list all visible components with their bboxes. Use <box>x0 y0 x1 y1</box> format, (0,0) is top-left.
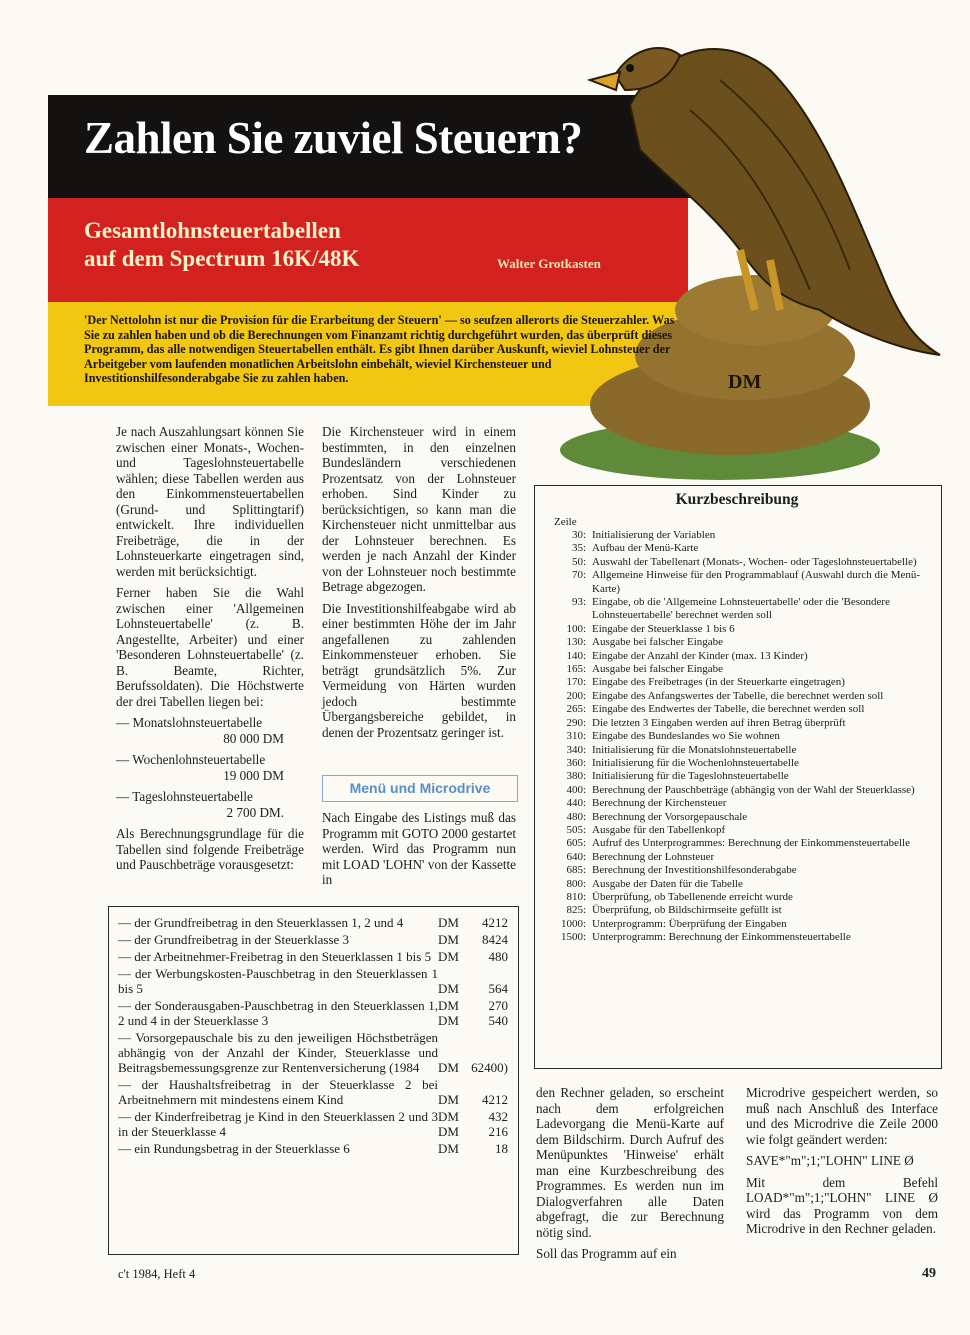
freibetrag-amounts <box>438 1109 508 1139</box>
col2-paragraph-2: Die Investitionshilfeabgabe wird ab einer bestimmten Höhe der im Jahr angefallenen zu zahlenden Einkommensteuer erhoben. Sie beträgt grundsätzlich 5%. Zur Vermeidung von Härten wurden jedoch bestimmte Übergangsbereiche gebildet, in denen der Prozentsatz geringer ist. <box>322 600 516 740</box>
kurz-row-number: 1000: <box>560 917 586 930</box>
page-title: Zahlen Sie zuviel Steuern? <box>84 113 583 163</box>
freibetrag-text: — der Haushaltsfreibetrag in der Steuerklasse 2 bei Arbeitnehmern mit mindestens einem Kind <box>118 1077 438 1107</box>
freibetrag-amount <box>438 1060 508 1075</box>
kurz-row-number: 1500: <box>560 931 586 944</box>
kurz-row <box>540 811 935 824</box>
author: Walter Grotkasten <box>497 256 601 271</box>
kurz-row-number: 825: <box>566 904 586 917</box>
kurz-row-number: 505: <box>566 823 586 836</box>
freibetrag-amounts <box>438 966 508 996</box>
kurz-row-text: Eingabe des Anfangswertes der Tabelle, die berechnet werden soll <box>592 689 884 702</box>
kurz-row-number: 200: <box>566 689 586 702</box>
freibetrag-text: — der Grundfreibetrag in der Steuerklasse 3 <box>118 932 350 947</box>
kurz-row-number: 480: <box>566 810 586 823</box>
amount-value: 4212 <box>482 915 508 930</box>
kurz-row-number: 290: <box>566 716 586 729</box>
kurz-row-text: Eingabe, ob die 'Allgemeine Lohnsteuertabelle' oder die 'Besondere Lohnsteuertabelle' berechnet werden soll <box>592 596 890 622</box>
freibetrag-amount <box>438 998 508 1013</box>
freibetrag-amount <box>438 932 508 947</box>
column-4 <box>746 1085 938 1243</box>
col3-paragraph-2: Soll das Programm auf ein <box>536 1246 677 1261</box>
freibetrag-text: — Vorsorgepauschale bis zu den jeweiligen Höchstbeträgen abhängig von der Anzahl der Kinder, Steuerklasse und Beitragsbemessungsgrenze zur Rentenversicherung (1984 <box>118 1030 438 1075</box>
freibetrag-amounts <box>438 998 508 1028</box>
currency-label: DM <box>438 1124 459 1139</box>
page-number: 49 <box>922 1266 936 1281</box>
amount-value: 8424 <box>482 932 508 947</box>
kurz-row <box>540 891 935 904</box>
currency-label: DM <box>438 1092 459 1107</box>
kurz-row <box>540 878 935 891</box>
kurz-row <box>540 717 935 730</box>
kurz-row-number: 265: <box>566 703 586 716</box>
kurz-row <box>540 904 935 917</box>
amount-value: 4212 <box>482 1092 508 1107</box>
kurz-row-number: 810: <box>566 890 586 903</box>
freibetrag-amounts <box>438 932 508 947</box>
kurz-row-text: Überprüfung, ob Tabellenende erreicht wurde <box>592 890 793 903</box>
subheadline: Gesamtlohnsteuertabellen auf dem Spectrum 16K/48K <box>84 218 360 271</box>
eagle-illustration <box>520 10 960 480</box>
freibetrag-amount <box>438 1013 508 1028</box>
column-1 <box>116 424 304 879</box>
kurz-row <box>540 851 935 864</box>
col1-paragraph-1: Je nach Auszahlungsart können Sie zwischen einer Monats-, Wochen- und Tageslohnsteuertabelle wählen; diese Tabellen werden aus den Einkommensteuertabellen (Grund- und Splittingtarif) entwickelt. Ihre individuellen Freibeträge, die in der Lohnsteuerkarte eingetragen sind, werden mit berücksichtigt. <box>116 424 304 579</box>
intro-text: 'Der Nettolohn ist nur die Provision für die Erarbeitung der Steuern' — so seufzen allerorts die Steuerzahler. Was Sie zu zahlen haben und ob die Berechnungen vom Finanzamt richtig durchgeführt wurden, das überprüft dieses Programm, das alle notwendigen Steuertabellen enthält. Es gibt Ihnen darüber Auskunft, wieviel Lohnsteuer der Arbeitgeber vom laufenden monatlichen Arbeitslohn einbehält, wieviel Kirchensteuer und Investitionshilfesonderabgabe Sie zu zahlen haben. <box>84 313 675 386</box>
kurz-row-text: Eingabe des Bundeslandes wo Sie wohnen <box>592 730 780 743</box>
kurz-row <box>540 730 935 743</box>
kurz-row-number: 93: <box>571 596 586 609</box>
kurz-row-number: 30: <box>571 529 586 541</box>
freibetrag-text: — der Grundfreibetrag in den Steuerklassen 1, 2 und 4 <box>118 915 404 930</box>
amount-value: 540 <box>488 1013 508 1028</box>
kurz-row-text: Ausgabe der Daten für die Tabelle <box>592 877 743 890</box>
eagle-dm-label: DM <box>728 371 762 393</box>
freibetrag-amounts <box>438 1077 508 1107</box>
kurz-row <box>540 650 935 663</box>
freibetrag-row <box>118 1141 508 1156</box>
freibetrag-amounts <box>438 949 508 964</box>
freibetrag-text: — der Sonderausgaben-Pauschbetrag in den Steuerklassen 1, 2 und 4 in der Steuerklasse 3 <box>118 998 438 1028</box>
kurz-row-text: Berechnung der Vorsorgepauschale <box>592 810 748 823</box>
kurz-row-text: Eingabe des Freibetrages (in der Steuerkarte eingetragen) <box>592 676 845 689</box>
kurz-row-number: 440: <box>566 797 586 810</box>
kurz-row-text: Eingabe der Anzahl der Kinder (max. 13 Kinder) <box>592 649 808 662</box>
col1-item-2: — Wochenlohnsteuertabelle 19 000 DM <box>116 752 284 783</box>
freibetrag-row <box>118 1077 508 1107</box>
freibetrag-text: — ein Rundungsbetrag in der Steuerklasse 6 <box>118 1141 350 1156</box>
kurz-row <box>540 663 935 676</box>
kurz-row-text: Berechnung der Pauschbeträge (abhängig von der Wahl der Steuerklasse) <box>592 783 915 796</box>
kurzbeschreibung-title: Kurzbeschreibung <box>675 491 799 508</box>
column-2-continued <box>322 810 516 894</box>
kurz-row-number: 605: <box>566 837 586 850</box>
freibetrag-text: — der Arbeitnehmer-Freibetrag in den Steuerklassen 1 bis 5 <box>118 949 432 964</box>
currency-label: DM <box>438 949 459 964</box>
amount-value: 270 <box>488 998 508 1013</box>
kurz-row-text: Unterprogramm: Berechnung der Einkommensteuertabelle <box>592 931 851 944</box>
col1-paragraph-3: Als Berechnungsgrundlage für die Tabellen sind folgende Freibeträge und Pauschbeträge vorausgesetzt: <box>116 826 304 872</box>
kurz-row <box>540 636 935 649</box>
kurz-row-text: Berechnung der Investitionshilfesonderabgabe <box>592 864 797 877</box>
kurz-row <box>540 596 935 623</box>
kurz-row <box>540 864 935 877</box>
amount-value: 216 <box>488 1124 508 1139</box>
kurz-row-number: 800: <box>566 877 586 890</box>
kurz-row <box>540 690 935 703</box>
kurz-row <box>540 703 935 716</box>
currency-label: DM <box>438 932 459 947</box>
freibetrag-row <box>118 949 508 964</box>
freibetraege-list <box>118 915 508 1158</box>
kurz-row-text: Eingabe des Endwertes der Tabelle, die berechnet werden soll <box>592 703 865 716</box>
kurz-row-text: Unterprogramm: Überprüfung der Eingaben <box>592 917 787 930</box>
kurz-row-text: Initialisierung für die Wochenlohnsteuertabelle <box>592 756 799 769</box>
freibetrag-amount <box>438 915 508 930</box>
kurz-row-text: Initialisierung der Variablen <box>592 529 716 541</box>
currency-label: DM <box>438 998 459 1013</box>
kurz-row <box>540 744 935 757</box>
kurz-row <box>540 676 935 689</box>
col4-paragraph-1: Microdrive gespeichert werden, so muß nach Anschluß des Interface und des Microdrive die Zeile 2000 wie folgt geändert werden: <box>746 1085 938 1147</box>
kurz-row <box>540 931 935 944</box>
currency-label: DM <box>438 981 459 996</box>
kurz-row-number: 140: <box>566 649 586 662</box>
col1-paragraph-2: Ferner haben Sie die Wahl zwischen einer 'Allgemeinen Lohnsteuertabelle' (z. B. Angestellte, Arbeiter) und einer 'Besonderen Lohnsteuertabelle' (z. B. Beamte, Richter, Berufssoldaten). Die Höchstwerte der drei Tabellen liegen bei: <box>116 585 304 709</box>
kurz-row-number: 50: <box>571 555 586 568</box>
amount-value: 432 <box>488 1109 508 1124</box>
kurz-row-number: 340: <box>566 743 586 756</box>
freibetrag-row <box>118 1109 508 1139</box>
kurz-row <box>540 542 935 555</box>
kurz-row <box>540 556 935 569</box>
kurz-row-text: Ausgabe bei falscher Eingabe <box>592 636 724 649</box>
kurz-row-text: Aufbau der Menü-Karte <box>592 542 699 555</box>
kurz-row-number: 380: <box>566 770 586 783</box>
issue-footer: c't 1984, Heft 4 <box>118 1267 196 1281</box>
freibetrag-text: — der Werbungskosten-Pauschbetrag in den Steuerklassen 1 bis 5 <box>118 966 438 996</box>
kurz-row-text: Überprüfung, ob Bildschirmseite gefüllt ist <box>592 904 782 917</box>
col3-paragraph-1: den Rechner geladen, so erscheint nach dem erfolgreichen Ladevorgang die Menü-Karte auf dem Bildschirm. Durch Aufruf des Menüpunktes 'Hinweise' erhält man eine Kurzbeschreibung des Programmes. Es werden nun im Dialogverfahren alle Daten abgefragt, die zur Berechnung nötig sind. <box>536 1085 724 1240</box>
freibetrag-row <box>118 1030 508 1075</box>
freibetrag-amounts <box>438 915 508 930</box>
kurz-row-number: 685: <box>566 864 586 877</box>
column-3 <box>536 1085 724 1268</box>
kurz-row-text: Berechnung der Lohnsteuer <box>592 850 715 863</box>
kurz-row <box>540 770 935 783</box>
kurz-row-number: 400: <box>566 783 586 796</box>
freibetrag-amount <box>438 949 508 964</box>
kurz-row <box>540 529 935 542</box>
col2-paragraph-3: Nach Eingabe des Listings muß das Programm mit GOTO 2000 gestartet werden. Wird das Programm nun mit LOAD 'LOHN' von der Kassette in <box>322 810 516 887</box>
kurzbeschreibung-list <box>540 529 935 945</box>
freibetrag-amount <box>438 1124 508 1139</box>
freibetrag-amount <box>438 1092 508 1107</box>
kurz-row <box>540 824 935 837</box>
kurz-row-number: 360: <box>566 756 586 769</box>
kurz-row-number: 100: <box>566 622 586 635</box>
freibetrag-row <box>118 932 508 947</box>
freibetrag-amount <box>438 1109 508 1124</box>
kurz-row-number: 35: <box>571 542 586 555</box>
freibetrag-amount <box>438 1141 508 1156</box>
currency-label: DM <box>438 1141 459 1156</box>
kurz-row-text: Initialisierung für die Tageslohnsteuertabelle <box>592 770 789 783</box>
kurz-row <box>540 784 935 797</box>
freibetrag-text: — der Kinderfreibetrag je Kind in den Steuerklassen 2 und 3 in der Steuerklasse 4 <box>118 1109 438 1139</box>
kurz-row-number: 640: <box>566 850 586 863</box>
col1-item-1: — Monatslohnsteuertabelle 80 000 DM <box>116 715 284 746</box>
currency-label: DM <box>438 1013 459 1028</box>
currency-label: DM <box>438 915 459 930</box>
col2-paragraph-1: Die Kirchensteuer wird in einem bestimmten, in den einzelnen Bundesländern verschiedenen Prozentsatz von der Lohnsteuer erhoben. Sind Kinder zu berücksichtigen, so kann man die Kirchensteuer nicht unmittelbar aus der Lohnsteuer berechnen. Es werden je nach Anzahl der Kinder von der Lohnsteuer noch bestimmte Betrage abgezogen. <box>322 424 516 594</box>
kurz-row <box>540 797 935 810</box>
kurz-row <box>540 623 935 636</box>
freibetrag-amounts <box>438 1030 508 1075</box>
amount-value: 18 <box>495 1141 508 1156</box>
kurz-row-text: Eingabe der Steuerklasse 1 bis 6 <box>592 622 735 635</box>
kurz-row-number: 165: <box>566 663 586 676</box>
currency-label: DM <box>438 1109 459 1124</box>
kurz-row-text: Initialisierung für die Monatslohnsteuertabelle <box>592 743 797 756</box>
kurz-row-text: Auswahl der Tabellenart (Monats-, Wochen- oder Tageslohnsteuertabelle) <box>592 555 917 568</box>
kurz-row-text: Allgemeine Hinweise für den Programmablauf (Auswahl durch die Menü-Karte) <box>592 569 921 595</box>
freibetrag-row <box>118 998 508 1028</box>
kurz-row-text: Berechnung der Kirchensteuer <box>592 797 727 810</box>
section-heading-box <box>322 775 518 802</box>
kurz-row <box>540 757 935 770</box>
freibetrag-amounts <box>438 1141 508 1156</box>
kurz-row <box>540 918 935 931</box>
kurz-row <box>540 837 935 850</box>
amount-value: 480 <box>488 949 508 964</box>
kurz-row-text: Ausgabe bei falscher Eingabe <box>592 663 724 676</box>
col4-code: SAVE*"m";1;"LOHN" LINE Ø <box>746 1153 914 1168</box>
kurz-row-text: Aufruf des Unterprogrammes: Berechnung der Einkommensteuertabelle <box>592 837 910 850</box>
freibetrag-row <box>118 966 508 996</box>
col4-paragraph-2: Mit dem Befehl LOAD*"m";1;"LOHN" LINE Ø wird das Programm von dem Microdrive in den Rechner geladen. <box>746 1174 938 1236</box>
kurz-row-number: 130: <box>566 636 586 649</box>
amount-value: 62400) <box>471 1060 508 1075</box>
kurz-row-number: 310: <box>566 730 586 743</box>
freibetrag-amount <box>438 981 508 996</box>
kurz-row-text: Die letzten 3 Eingaben werden auf ihren Betrag überprüft <box>592 716 846 729</box>
freibetrag-row <box>118 915 508 930</box>
col1-item-3: — Tageslohnsteuertabelle 2 700 DM. <box>116 789 284 820</box>
kurz-row-number: 70: <box>571 569 586 582</box>
column-2 <box>322 424 516 746</box>
kurz-row-text: Ausgabe für den Tabellenkopf <box>592 823 726 836</box>
currency-label: DM <box>438 1060 459 1075</box>
zeile-label: Zeile <box>554 516 577 528</box>
section-heading: Menü und Microdrive <box>349 780 491 796</box>
kurz-row <box>540 569 935 596</box>
kurz-row-number: 170: <box>566 676 586 689</box>
amount-value: 564 <box>488 981 508 996</box>
